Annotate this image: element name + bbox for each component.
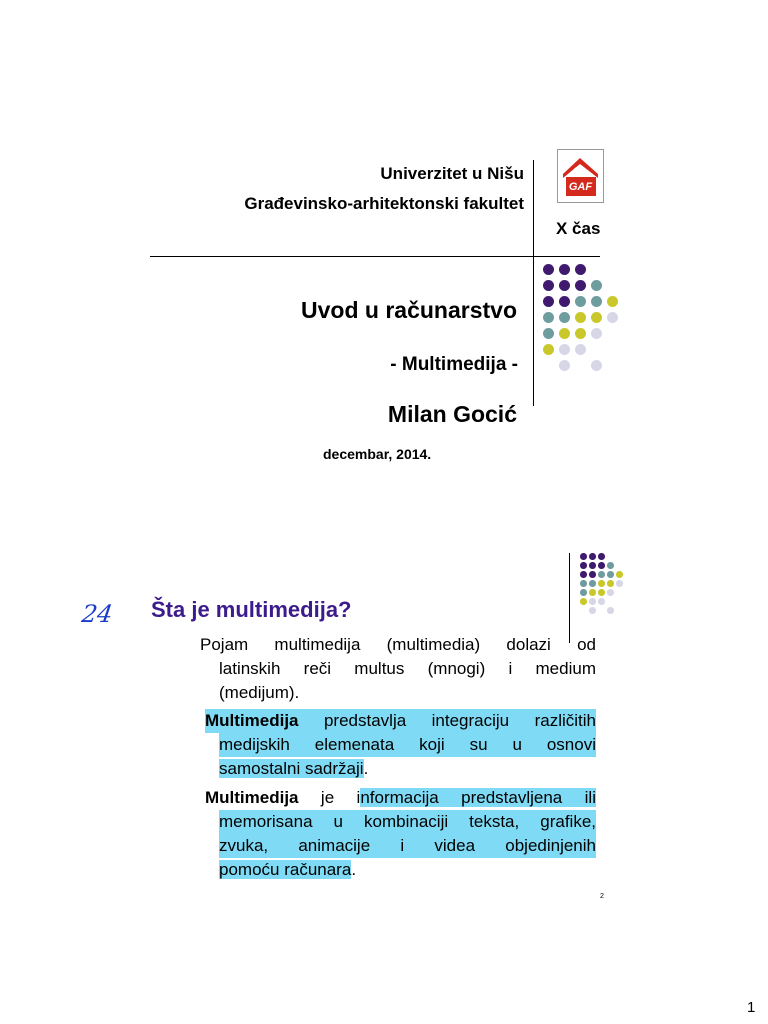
slide-number: 2 (600, 893, 604, 900)
dot-icon (589, 571, 596, 578)
dot-icon (575, 280, 586, 291)
vertical-divider-small (569, 553, 570, 643)
para2-line3-end: . (363, 759, 369, 778)
dot-icon (616, 571, 623, 578)
dot-icon (580, 553, 587, 560)
dot-icon (607, 580, 614, 587)
dot-icon (559, 264, 570, 275)
para3-line2: memorisana u kombinaciji teksta, grafike, (219, 810, 596, 834)
dot-icon (559, 312, 570, 323)
dot-icon (598, 553, 605, 560)
handwritten-annotation: 24 (80, 600, 115, 628)
dot-icon (543, 328, 554, 339)
dot-icon (589, 562, 596, 569)
para3-line1-mid: je i (298, 788, 361, 807)
dot-icon (591, 296, 602, 307)
para3-line4-end: . (351, 860, 357, 879)
para1-line2: latinskih reči multus (mnogi) i medium (219, 659, 596, 678)
dot-icon (559, 280, 570, 291)
dot-icon (589, 553, 596, 560)
paragraph-definition-integration (205, 709, 596, 781)
dot-icon (607, 571, 614, 578)
para3-line1 (205, 786, 596, 810)
dot-icon (575, 328, 586, 339)
dot-icon (598, 580, 605, 587)
dot-icon (616, 580, 623, 587)
dot-icon (589, 589, 596, 596)
dot-icon (543, 280, 554, 291)
dot-icon (559, 296, 570, 307)
dot-icon (598, 598, 605, 605)
para3-line3-wrap (205, 834, 596, 858)
dot-icon (591, 360, 602, 371)
dot-icon (607, 562, 614, 569)
dot-icon (589, 598, 596, 605)
para3-term: Multimedija (205, 788, 299, 807)
dot-icon (575, 312, 586, 323)
dot-icon (543, 296, 554, 307)
para1-line1: Pojam multimedija (multimedia) dolazi od (200, 635, 596, 654)
para3-line2-wrap (205, 810, 596, 834)
dot-icon (591, 280, 602, 291)
para3-line4: pomoću računara (219, 860, 352, 879)
dot-icon (575, 296, 586, 307)
dot-icon (559, 360, 570, 371)
dot-icon (598, 571, 605, 578)
dot-icon (607, 607, 614, 614)
page-number: 1 (747, 999, 756, 1016)
para1-line3: (medijum). (219, 683, 300, 702)
dot-icon (580, 571, 587, 578)
dot-icon (575, 344, 586, 355)
para2-line1-rest: predstavlja integraciju različitih (298, 711, 596, 730)
dot-icon (543, 344, 554, 355)
dot-icon (598, 589, 605, 596)
course-title: Uvod u računarstvo (301, 297, 517, 323)
gaf-logo-text: GAF (568, 181, 593, 193)
dot-icon (591, 328, 602, 339)
university-name: Univerzitet u Nišu (380, 164, 524, 183)
dot-icon (580, 562, 587, 569)
paragraph-definition-information (205, 786, 596, 882)
para2-line3: samostalni sadržaji (219, 759, 364, 778)
para2-line2: medijskih elemenata koji su u osnovi (219, 733, 596, 757)
para2-line2-wrap (205, 733, 596, 757)
dot-icon (598, 562, 605, 569)
presentation-date: decembar, 2014. (323, 446, 432, 462)
dot-icon (580, 580, 587, 587)
para2-line1 (205, 709, 596, 733)
author-name: Milan Gocić (387, 401, 517, 427)
dot-icon (559, 344, 570, 355)
paragraph-definition-origin (200, 633, 596, 705)
para2-term: Multimedija (205, 711, 299, 730)
para3-line3: zvuka, animacije i videa objedinjenih (219, 834, 596, 858)
dot-icon (591, 312, 602, 323)
para2-line3-wrap (205, 757, 596, 781)
para3-line4-wrap (205, 858, 596, 882)
para3-line1-rest: nformacija predstavljena ili (360, 788, 596, 807)
slide-heading: Šta je multimedija? (151, 597, 352, 622)
dot-icon (607, 296, 618, 307)
dot-icon (589, 580, 596, 587)
dot-icon (559, 328, 570, 339)
dot-icon (575, 264, 586, 275)
faculty-name: Građevinsko-arhitektonski fakultet (244, 194, 524, 213)
dot-icon (543, 264, 554, 275)
dot-icon (607, 589, 614, 596)
dot-icon (543, 312, 554, 323)
dot-icon (589, 607, 596, 614)
class-label: X čas (556, 219, 601, 238)
dot-icon (607, 312, 618, 323)
dot-icon (580, 598, 587, 605)
course-subtitle: - Multimedija - (390, 354, 518, 375)
dot-icon (580, 589, 587, 596)
